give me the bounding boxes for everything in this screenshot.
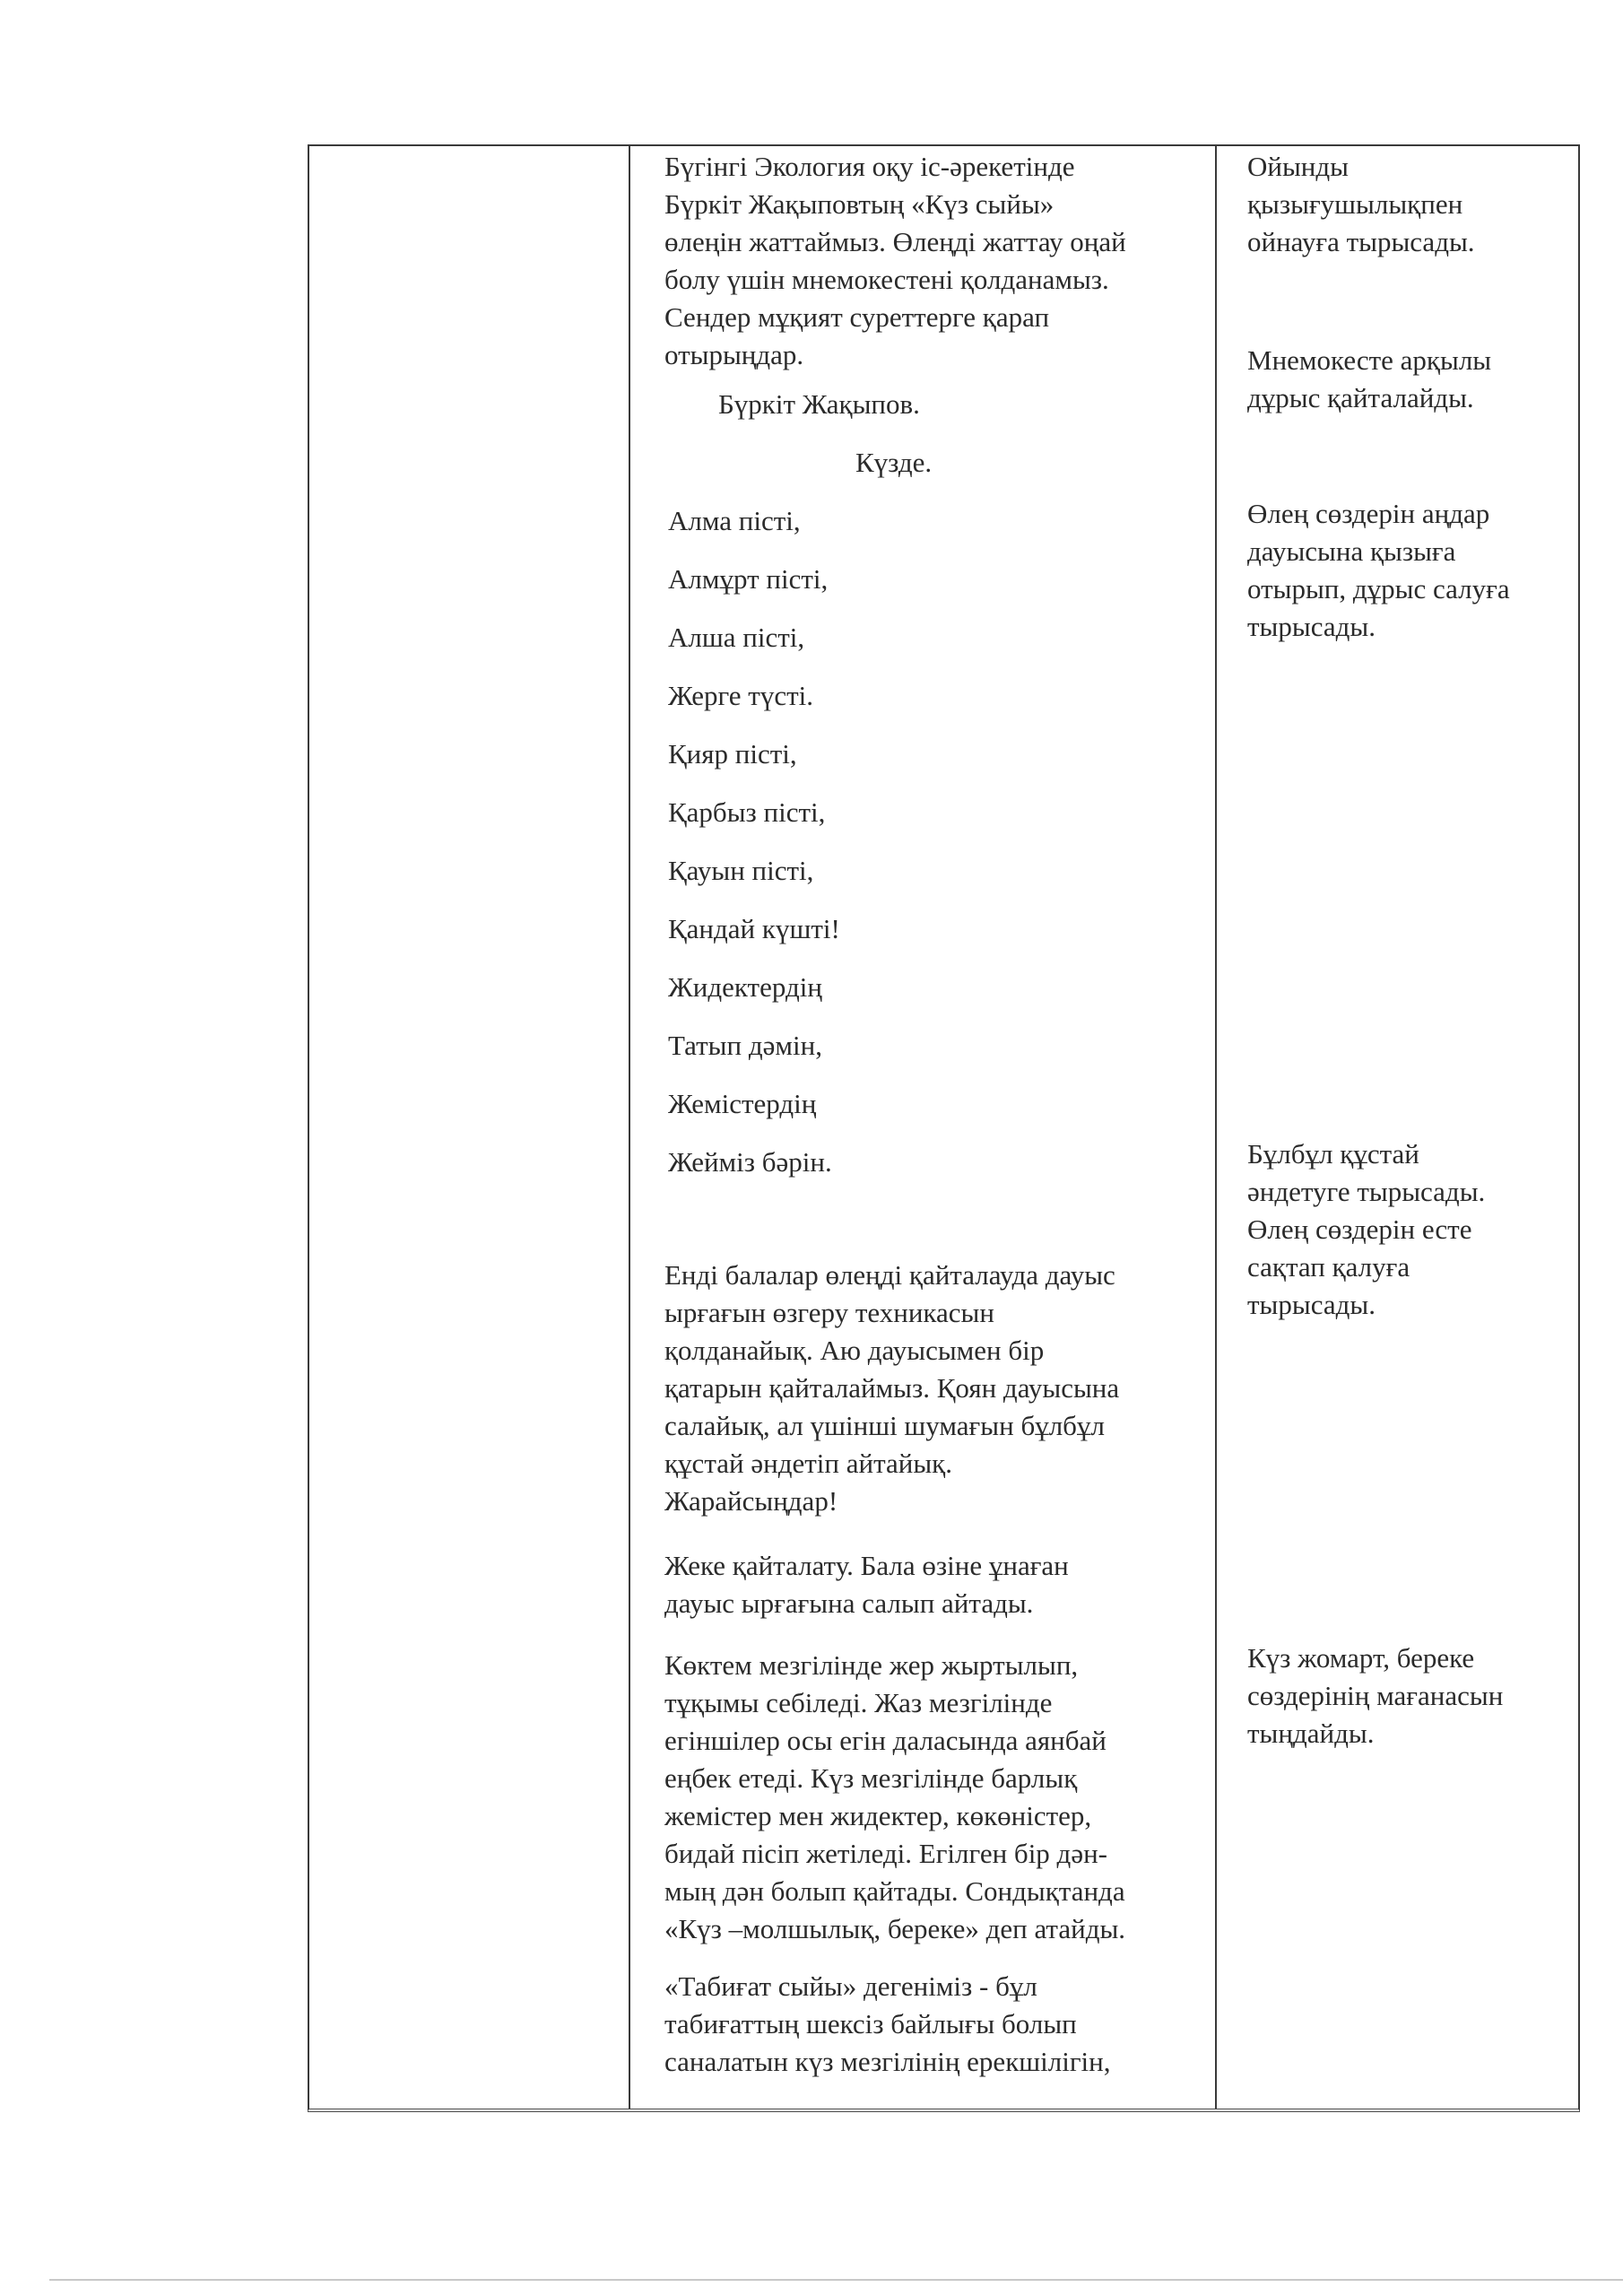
poem-line: Алма пісті, [668, 505, 801, 536]
note-play [1247, 148, 1475, 261]
text-line: Сендер мұқият суреттерге қарап [664, 301, 1050, 333]
poem-line: Жемістердің [668, 1088, 817, 1119]
text-line: әндетуге тырысады. [1247, 1176, 1486, 1207]
poem-line: Қарбыз пісті, [668, 796, 826, 828]
individual-paragraph [664, 1547, 1069, 1622]
poem-author: Бүркіт Жақыпов. [718, 388, 920, 420]
text-line: Жеке қайталату. Бала өзіне ұнаған [664, 1550, 1069, 1581]
text-line: салайық, ал үшінші шумағын бұлбұл [664, 1410, 1105, 1441]
seasons-paragraph [664, 1647, 1125, 1948]
text-line: Ойынды [1247, 151, 1349, 182]
poem-line: Қандай күшті! [668, 913, 840, 944]
text-line: егіншілер осы егін даласында аянбай [664, 1725, 1107, 1756]
note-nightingale [1247, 1135, 1485, 1324]
text-line: тырысады. [1247, 1289, 1376, 1320]
text-line: сақтап қалуға [1247, 1251, 1410, 1283]
poem-line: Жерге түсті. [668, 680, 813, 711]
text-line: отырып, дұрыс салуға [1247, 573, 1510, 604]
intro-paragraph [664, 148, 1126, 374]
text-line: өлеңін жаттаймыз. Өлеңді жаттау оңай [664, 226, 1126, 257]
text-line: Өлең сөздерін есте [1247, 1213, 1472, 1245]
text-line: құстай әндетіп айтайық. [664, 1448, 952, 1479]
text-line: тыңдайды. [1247, 1718, 1375, 1749]
text-line: Жарайсыңдар! [664, 1485, 838, 1517]
text-line: саналатын күз мезгілінің ерекшілігін, [664, 2046, 1111, 2077]
text-line: еңбек етеді. Күз мезгілінде барлық [664, 1762, 1078, 1794]
text-line: Бұлбұл құстай [1247, 1138, 1419, 1170]
text-line: қызығушылықпен [1247, 188, 1463, 220]
poem-line: Жидектердің [668, 971, 822, 1003]
text-line: Енді балалар өлеңді қайталауда дауыс [664, 1259, 1115, 1291]
text-line: дауысына қызыға [1247, 535, 1456, 567]
text-line: Мнемокесте арқылы [1247, 344, 1492, 376]
text-line: тырысады. [1247, 611, 1376, 642]
text-line: Көктем мезгілінде жер жыртылып, [664, 1649, 1079, 1681]
stage-column-cell [309, 146, 629, 2109]
poem-line: Жейміз бәрін. [668, 1146, 832, 1178]
lesson-table [308, 144, 1580, 2112]
column-divider [1215, 146, 1217, 2109]
poem-title: Күзде. [855, 447, 933, 478]
text-line: сөздерінің мағанасын [1247, 1680, 1504, 1711]
note-mnemonic [1247, 342, 1491, 417]
text-line: Бүркіт Жақыповтың «Күз сыйы» [664, 188, 1055, 220]
nature-gift-paragraph [664, 1968, 1110, 2081]
text-line: болу үшін мнемокестені қолданамыз. [664, 264, 1109, 295]
column-divider [629, 146, 630, 2109]
text-line: бидай пісіп жетіледі. Егілген бір дән- [664, 1838, 1108, 1869]
repeat-paragraph [664, 1257, 1119, 1520]
text-line: қатарын қайталаймыз. Қоян дауысына [664, 1372, 1120, 1404]
text-line: ырғағын өзгеру техникасын [664, 1297, 994, 1328]
poem-line: Татып дәмін, [668, 1030, 822, 1061]
scan-artifact-line [49, 2279, 1623, 2281]
text-line: табиғаттың шексіз байлығы болып [664, 2008, 1077, 2039]
poem-line: Алмұрт пісті, [668, 563, 829, 595]
note-autumn-meaning [1247, 1639, 1503, 1752]
text-line: қолданайық. Аю дауысымен бір [664, 1335, 1045, 1366]
text-line: тұқымы себіледі. Жаз мезгілінде [664, 1687, 1053, 1718]
text-line: дұрыс қайталайды. [1247, 382, 1474, 413]
poem-line: Қияр пісті, [668, 738, 797, 770]
text-line: Күз жомарт, береке [1247, 1642, 1475, 1674]
poem-line: Алша пісті, [668, 622, 805, 653]
text-line: ойнауға тырысады. [1247, 226, 1475, 257]
note-animal-voices [1247, 495, 1510, 646]
poem-line: Қауын пісті, [668, 855, 814, 886]
text-line: «Табиғат сыйы» дегеніміз - бұл [664, 1970, 1037, 2002]
text-line: Өлең сөздерін аңдар [1247, 498, 1490, 529]
text-line: отырыңдар. [664, 339, 804, 370]
text-line: «Күз –молшылық, береке» деп атайды. [664, 1913, 1126, 1944]
text-line: жемістер мен жидектер, көкөністер, [664, 1800, 1092, 1831]
text-line: дауыс ырғағына салып айтады. [664, 1587, 1034, 1619]
text-line: Бүгінгі Экология оқу іс-әрекетінде [664, 151, 1075, 182]
text-line: мың дән болып қайтады. Сондықтанда [664, 1875, 1125, 1907]
